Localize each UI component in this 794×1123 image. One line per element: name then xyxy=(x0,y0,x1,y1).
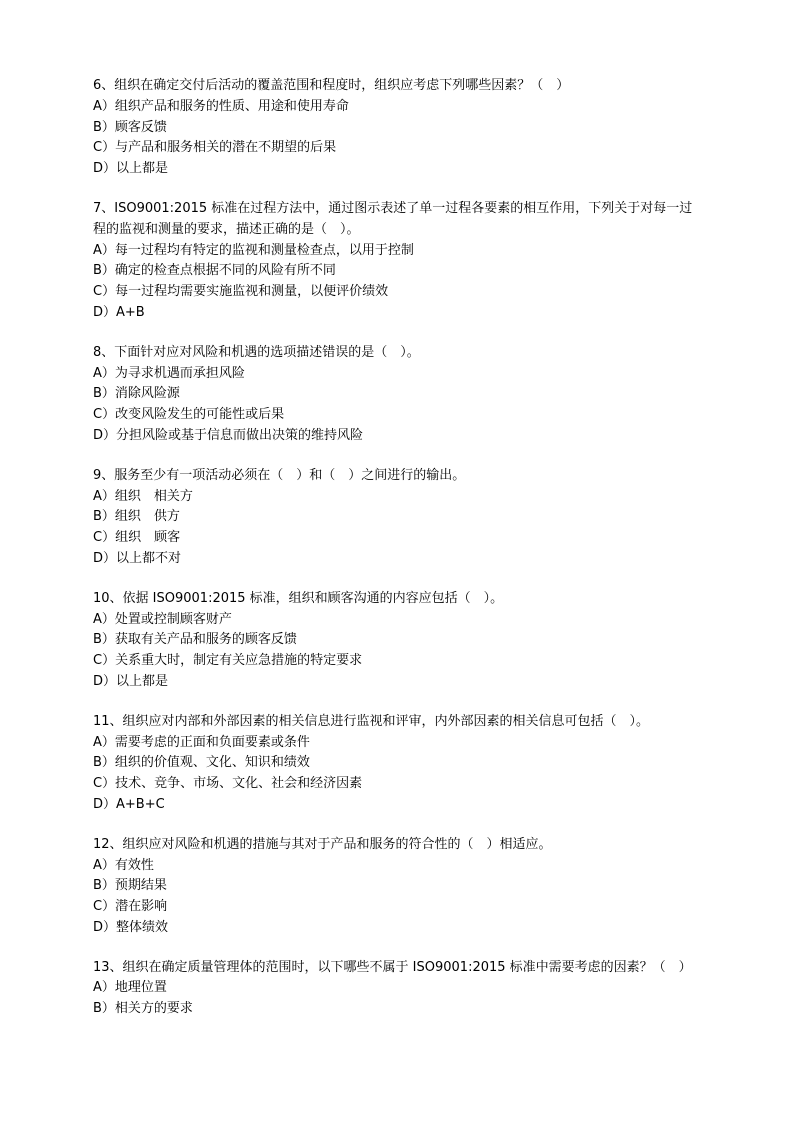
option-b: B）预期结果 xyxy=(93,878,167,894)
option-b: B）顾客反馈 xyxy=(93,119,167,135)
question-10 xyxy=(93,589,703,693)
option-d: D）以上都是 xyxy=(93,673,169,689)
option-a: A）处置或控制顾客财产 xyxy=(93,611,232,627)
option-b: B）相关方的要求 xyxy=(93,1001,193,1017)
option-c: C）技术、竞争、市场、文化、社会和经济因素 xyxy=(93,776,363,792)
option-d: D）分担风险或基于信息而做出决策的维持风险 xyxy=(93,427,364,443)
question-stem: 7、ISO9001:2015 标准在过程方法中，通过图示表述了单一过程各要素的相互作用，下列关于对每一过程的监视和测量的要求，描述正确的是（ ）。 xyxy=(93,200,693,237)
option-d: D）以上都不对 xyxy=(93,550,182,566)
question-12 xyxy=(93,835,703,939)
option-a: A）地理位置 xyxy=(93,980,167,996)
document-page xyxy=(93,76,703,1039)
option-b: B）确定的检查点根据不同的风险有所不同 xyxy=(93,263,336,279)
option-a: A）为寻求机遇而承担风险 xyxy=(93,365,245,381)
option-d: D）以上都是 xyxy=(93,161,169,177)
option-d: D）A+B+C xyxy=(93,796,165,812)
question-stem: 9、服务至少有一项活动必须在（ ）和（ ）之间进行的输出。 xyxy=(93,467,466,483)
option-a: A）需要考虑的正面和负面要素或条件 xyxy=(93,734,310,750)
option-c: C）组织 顾客 xyxy=(93,530,181,546)
option-c: C）与产品和服务相关的潜在不期望的后果 xyxy=(93,140,337,156)
option-a: A）组织 相关方 xyxy=(93,488,193,504)
question-13 xyxy=(93,958,703,1020)
question-7 xyxy=(93,199,703,324)
question-6 xyxy=(93,76,703,180)
option-a: A）有效性 xyxy=(93,857,154,873)
option-a: A）组织产品和服务的性质、用途和使用寿命 xyxy=(93,98,349,114)
option-c: C）关系重大时，制定有关应急措施的特定要求 xyxy=(93,653,363,669)
option-d: D）A+B xyxy=(93,304,145,320)
question-stem: 12、组织应对风险和机遇的措施与其对于产品和服务的符合性的（ ）相适应。 xyxy=(93,836,552,852)
option-b: B）获取有关产品和服务的顾客反馈 xyxy=(93,632,297,648)
question-stem: 8、下面针对应对风险和机遇的选项描述错误的是（ ）。 xyxy=(93,344,420,360)
question-stem: 13、组织在确定质量管理体的范围时，以下哪些不属于 ISO9001:2015 标准中需要考虑的因素？（ ） xyxy=(93,959,692,975)
option-c: C）每一过程均需要实施监视和测量，以便评价绩效 xyxy=(93,284,389,300)
option-d: D）整体绩效 xyxy=(93,919,169,935)
question-9 xyxy=(93,466,703,570)
option-b: B）消除风险源 xyxy=(93,386,180,402)
option-b: B）组织的价值观、文化、知识和绩效 xyxy=(93,755,310,771)
option-c: C）改变风险发生的可能性或后果 xyxy=(93,407,285,423)
option-c: C）潜在影响 xyxy=(93,899,168,915)
option-a: A）每一过程均有特定的监视和测量检查点，以用于控制 xyxy=(93,242,414,258)
option-b: B）组织 供方 xyxy=(93,509,180,525)
question-stem: 11、组织应对内部和外部因素的相关信息进行监视和评审，内外部因素的相关信息可包括（ ）。 xyxy=(93,713,650,729)
question-11 xyxy=(93,712,703,816)
question-stem: 10、依据 ISO9001:2015 标准，组织和顾客沟通的内容应包括（ ）。 xyxy=(93,590,504,606)
question-stem: 6、组织在确定交付后活动的覆盖范围和程度时，组织应考虑下列哪些因素？（ ） xyxy=(93,78,570,93)
question-8 xyxy=(93,343,703,447)
